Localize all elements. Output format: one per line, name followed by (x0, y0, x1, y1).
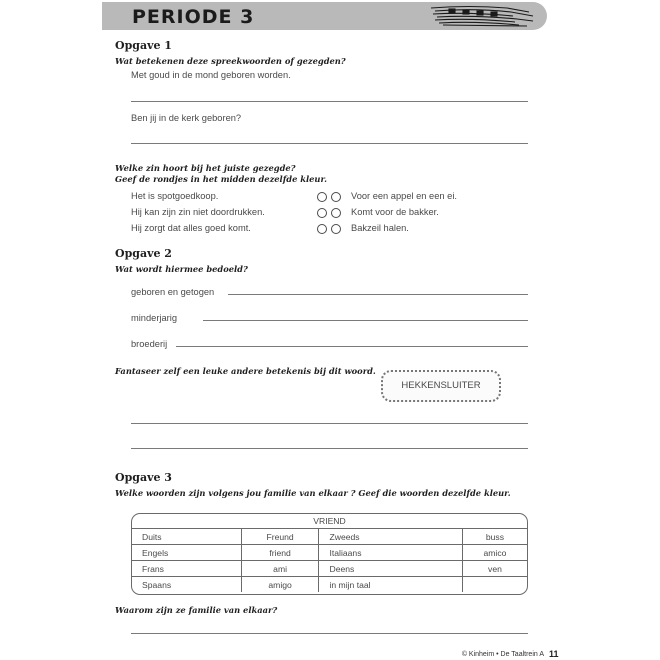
word-cell[interactable]: buss (462, 529, 527, 545)
opgave3-instruction: Welke woorden zijn volgens jou familie van elkaar ? Geef die woorden dezelfde kleur. (115, 488, 511, 498)
answer-line-fantasy-2[interactable] (131, 448, 528, 449)
word-cell[interactable]: friend (241, 545, 319, 561)
saying-2: Ben jij in de kerk geboren? (131, 113, 242, 123)
circle-right-2[interactable] (331, 208, 341, 218)
opgave1-heading: Opgave 1 (115, 39, 172, 52)
answer-line-term-3[interactable] (176, 346, 528, 347)
answer-line-saying-2[interactable] (131, 143, 528, 144)
page-number: 11 (549, 649, 559, 659)
opgave3-heading: Opgave 3 (115, 471, 172, 484)
opgave1-instruction: Wat betekenen deze spreekwoorden of gezegden? (115, 56, 346, 66)
answer-line-term-1[interactable] (228, 294, 528, 295)
circle-right-3[interactable] (331, 224, 341, 234)
train-illustration (429, 4, 539, 28)
match-left-2: Hij kan zijn zin niet doordrukken. (131, 207, 265, 217)
word-cell[interactable]: ven (462, 561, 527, 577)
language-cell[interactable]: Engels (132, 545, 241, 561)
table-row (132, 561, 527, 577)
table-row (132, 577, 527, 593)
language-cell[interactable]: Italiaans (319, 545, 462, 561)
word-cell[interactable] (462, 577, 527, 593)
language-cell[interactable]: Zweeds (319, 529, 462, 545)
answer-line-saying-1[interactable] (131, 101, 528, 102)
match-right-2: Komt voor de bakker. (351, 207, 439, 217)
term-1: geboren en getogen (131, 287, 215, 297)
fantasy-instruction: Fantaseer zelf een leuke andere betekenis bij dit woord. (115, 366, 376, 376)
answer-line-question[interactable] (131, 633, 528, 634)
match-instruction-1: Welke zin hoort bij het juiste gezegde? (115, 163, 296, 173)
table-title: VRIEND (132, 514, 527, 529)
match-left-1: Het is spotgoedkoop. (131, 191, 219, 201)
circle-right-1[interactable] (331, 192, 341, 202)
opgave2-instruction: Wat wordt hiermee bedoeld? (115, 264, 248, 274)
match-right-3: Bakzeil halen. (351, 223, 409, 233)
page-title: PERIODE 3 (132, 6, 255, 28)
language-cell[interactable]: Deens (319, 561, 462, 577)
page-header (102, 2, 547, 30)
word-cell[interactable]: Freund (241, 529, 319, 545)
term-3: broederij (131, 339, 168, 349)
answer-line-fantasy-1[interactable] (131, 423, 528, 424)
language-cell[interactable]: Duits (132, 529, 241, 545)
term-2: minderjarig (131, 313, 177, 323)
word-cell[interactable]: ami (241, 561, 319, 577)
opgave3-question: Waarom zijn ze familie van elkaar? (115, 605, 278, 615)
language-cell[interactable]: Spaans (132, 577, 241, 593)
match-right-1: Voor een appel en een ei. (351, 191, 457, 201)
match-left-3: Hij zorgt dat alles goed komt. (131, 223, 251, 233)
match-instruction-2: Geef de rondjes in het midden dezelfde kleur. (115, 174, 327, 184)
saying-1: Met goud in de mond geboren worden. (131, 70, 291, 80)
opgave2-heading: Opgave 2 (115, 247, 172, 260)
table-row (132, 545, 527, 561)
word-cell[interactable]: amico (462, 545, 527, 561)
language-cell[interactable]: in mijn taal (319, 577, 462, 593)
word-table (131, 513, 528, 595)
word-stamp: HEKKENSLUITER (381, 370, 501, 402)
word-cell[interactable]: amigo (241, 577, 319, 593)
circle-left-2[interactable] (317, 208, 327, 218)
footer-credit: © Kinheim • De Taaltrein A (461, 651, 544, 658)
circle-left-1[interactable] (317, 192, 327, 202)
answer-line-term-2[interactable] (203, 320, 528, 321)
circle-left-3[interactable] (317, 224, 327, 234)
table-row (132, 529, 527, 545)
language-cell[interactable]: Frans (132, 561, 241, 577)
